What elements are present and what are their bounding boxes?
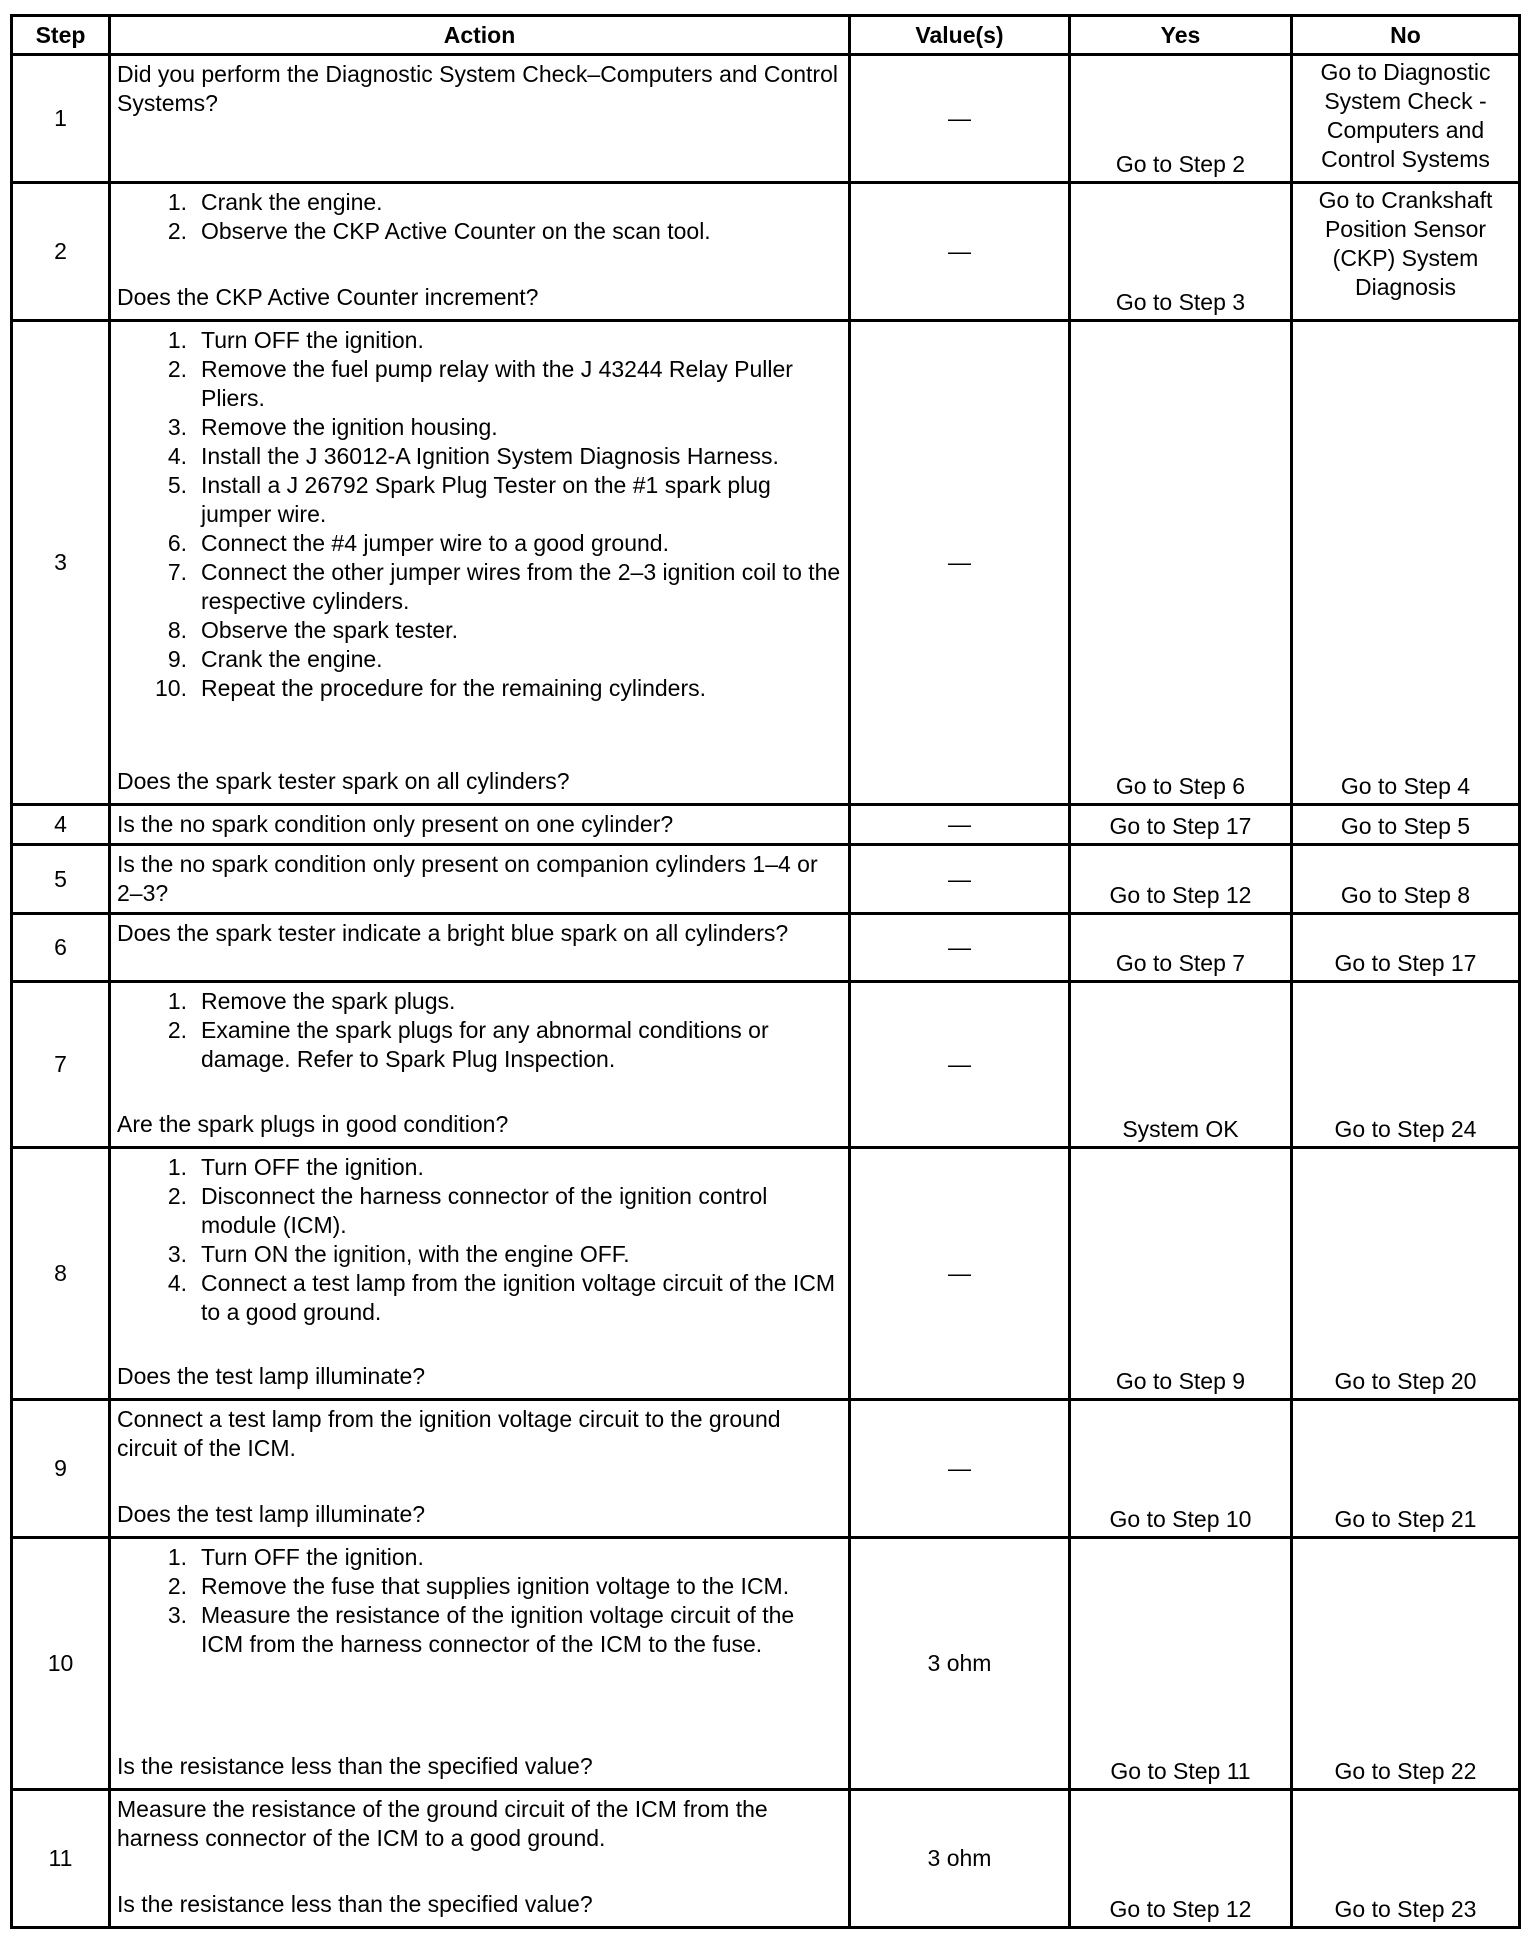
step-text: Crank the engine. bbox=[201, 646, 383, 672]
no-cell: Go to Step 5 bbox=[1292, 805, 1520, 845]
step-number: 2. bbox=[167, 1017, 187, 1043]
header-values: Value(s) bbox=[850, 16, 1070, 55]
list-item bbox=[117, 442, 842, 471]
yes-cell: Go to Step 7 bbox=[1070, 914, 1292, 982]
value-cell: — bbox=[850, 1148, 1070, 1400]
yes-cell: Go to Step 10 bbox=[1070, 1400, 1292, 1538]
action-cell bbox=[110, 914, 850, 982]
step-number: 6. bbox=[167, 530, 187, 556]
step-text: Turn OFF the ignition. bbox=[201, 327, 424, 353]
action-question: Does the test lamp illuminate? bbox=[117, 1363, 426, 1389]
list-item bbox=[117, 413, 842, 442]
action-cell bbox=[110, 1148, 850, 1400]
step-number: 4. bbox=[167, 443, 187, 469]
table-row bbox=[12, 805, 1520, 845]
step-text: Examine the spark plugs for any abnormal conditions or damage. Refer to Spark Plug Inspection. bbox=[201, 1017, 769, 1072]
step-number: 2. bbox=[167, 356, 187, 382]
list-item bbox=[117, 529, 842, 558]
step-number: 9. bbox=[167, 646, 187, 672]
step-text: Remove the spark plugs. bbox=[201, 988, 456, 1014]
action-question: Are the spark plugs in good condition? bbox=[117, 1111, 509, 1137]
no-cell: Go to Step 20 bbox=[1292, 1148, 1520, 1400]
yes-cell: Go to Step 17 bbox=[1070, 805, 1292, 845]
step-cell: 7 bbox=[12, 982, 110, 1148]
header-row bbox=[12, 16, 1520, 55]
step-number: 2. bbox=[167, 1573, 187, 1599]
list-item bbox=[117, 645, 842, 674]
step-number: 3. bbox=[167, 414, 187, 440]
value-cell: — bbox=[850, 914, 1070, 982]
step-text: Install a J 26792 Spark Plug Tester on the #1 spark plug jumper wire. bbox=[201, 472, 771, 527]
list-item bbox=[117, 355, 842, 413]
step-text: Connect a test lamp from the ignition voltage circuit of the ICM to a good ground. bbox=[201, 1270, 836, 1325]
action-intro: Does the spark tester indicate a bright blue spark on all cylinders? bbox=[117, 920, 789, 946]
step-text: Remove the fuse that supplies ignition voltage to the ICM. bbox=[201, 1573, 790, 1599]
header-yes: Yes bbox=[1070, 16, 1292, 55]
step-text: Observe the spark tester. bbox=[201, 617, 458, 643]
step-number: 3. bbox=[167, 1241, 187, 1267]
value-cell: — bbox=[850, 55, 1070, 183]
yes-cell: System OK bbox=[1070, 982, 1292, 1148]
no-cell: Go to Crankshaft Position Sensor (CKP) System Diagnosis bbox=[1292, 183, 1520, 321]
action-cell bbox=[110, 1790, 850, 1928]
step-number: 8. bbox=[167, 617, 187, 643]
list-item bbox=[117, 1572, 842, 1601]
step-number: 1. bbox=[167, 988, 187, 1014]
diagnostic-table bbox=[10, 14, 1521, 1929]
step-number: 1. bbox=[167, 1544, 187, 1570]
yes-cell: Go to Step 11 bbox=[1070, 1538, 1292, 1790]
list-item bbox=[117, 217, 842, 246]
step-text: Connect the other jumper wires from the 2–3 ignition coil to the respective cylinders. bbox=[201, 559, 841, 614]
list-item bbox=[117, 1543, 842, 1572]
action-question: Does the test lamp illuminate? bbox=[117, 1501, 426, 1527]
step-number: 1. bbox=[167, 189, 187, 215]
value-cell: — bbox=[850, 321, 1070, 805]
no-cell: Go to Step 8 bbox=[1292, 845, 1520, 914]
list-item bbox=[117, 471, 842, 529]
yes-cell: Go to Step 12 bbox=[1070, 845, 1292, 914]
table-row bbox=[12, 1538, 1520, 1790]
yes-cell: Go to Step 3 bbox=[1070, 183, 1292, 321]
action-cell bbox=[110, 845, 850, 914]
yes-cell: Go to Step 2 bbox=[1070, 55, 1292, 183]
action-cell bbox=[110, 805, 850, 845]
step-number: 7. bbox=[167, 559, 187, 585]
step-cell: 5 bbox=[12, 845, 110, 914]
step-text: Remove the ignition housing. bbox=[201, 414, 498, 440]
value-cell: — bbox=[850, 845, 1070, 914]
value-cell: — bbox=[850, 805, 1070, 845]
step-cell: 11 bbox=[12, 1790, 110, 1928]
action-cell bbox=[110, 321, 850, 805]
no-cell: Go to Step 22 bbox=[1292, 1538, 1520, 1790]
no-cell: Go to Step 23 bbox=[1292, 1790, 1520, 1928]
action-steps bbox=[117, 188, 842, 246]
step-text: Remove the fuel pump relay with the J 43244 Relay Puller Pliers. bbox=[201, 356, 793, 411]
action-question: Does the CKP Active Counter increment? bbox=[117, 284, 539, 310]
action-intro: Connect a test lamp from the ignition voltage circuit to the ground circuit of the ICM. bbox=[117, 1406, 781, 1461]
step-text: Crank the engine. bbox=[201, 189, 383, 215]
table-row bbox=[12, 321, 1520, 805]
no-cell: Go to Step 21 bbox=[1292, 1400, 1520, 1538]
step-cell: 2 bbox=[12, 183, 110, 321]
table-row bbox=[12, 1148, 1520, 1400]
action-question: Is the resistance less than the specified value? bbox=[117, 1891, 593, 1917]
step-text: Turn OFF the ignition. bbox=[201, 1154, 424, 1180]
value-cell: — bbox=[850, 982, 1070, 1148]
list-item bbox=[117, 616, 842, 645]
table-row bbox=[12, 914, 1520, 982]
step-text: Install the J 36012-A Ignition System Diagnosis Harness. bbox=[201, 443, 779, 469]
no-cell: Go to Step 24 bbox=[1292, 982, 1520, 1148]
step-number: 2. bbox=[167, 1183, 187, 1209]
list-item bbox=[117, 1182, 842, 1240]
list-item bbox=[117, 558, 842, 616]
action-steps bbox=[117, 1543, 842, 1659]
action-cell bbox=[110, 982, 850, 1148]
value-cell: 3 ohm bbox=[850, 1790, 1070, 1928]
step-number: 2. bbox=[167, 218, 187, 244]
step-number: 5. bbox=[167, 472, 187, 498]
list-item bbox=[117, 326, 842, 355]
table-row bbox=[12, 1400, 1520, 1538]
value-cell: — bbox=[850, 1400, 1070, 1538]
yes-cell: Go to Step 12 bbox=[1070, 1790, 1292, 1928]
yes-cell: Go to Step 6 bbox=[1070, 321, 1292, 805]
action-cell bbox=[110, 183, 850, 321]
step-cell: 9 bbox=[12, 1400, 110, 1538]
table-row bbox=[12, 982, 1520, 1148]
list-item bbox=[117, 1016, 842, 1074]
step-text: Repeat the procedure for the remaining cylinders. bbox=[201, 675, 707, 701]
list-item bbox=[117, 1153, 842, 1182]
list-item bbox=[117, 1601, 842, 1659]
step-text: Turn ON the ignition, with the engine OFF. bbox=[201, 1241, 630, 1267]
action-cell bbox=[110, 1538, 850, 1790]
action-intro: Measure the resistance of the ground circuit of the ICM from the harness connector of the ICM to a good ground. bbox=[117, 1796, 768, 1851]
no-cell: Go to Diagnostic System Check - Computers and Control Systems bbox=[1292, 55, 1520, 183]
no-cell: Go to Step 4 bbox=[1292, 321, 1520, 805]
step-text: Measure the resistance of the ignition voltage circuit of the ICM from the harness connector of the ICM to the fuse. bbox=[201, 1602, 795, 1657]
step-number: 3. bbox=[167, 1602, 187, 1628]
list-item bbox=[117, 1269, 842, 1327]
action-intro: Is the no spark condition only present on companion cylinders 1–4 or 2–3? bbox=[117, 851, 818, 906]
table-row bbox=[12, 845, 1520, 914]
step-number: 1. bbox=[167, 1154, 187, 1180]
action-steps bbox=[117, 987, 842, 1074]
table-row bbox=[12, 183, 1520, 321]
yes-cell: Go to Step 9 bbox=[1070, 1148, 1292, 1400]
header-no: No bbox=[1292, 16, 1520, 55]
action-question: Does the spark tester spark on all cylinders? bbox=[117, 768, 570, 794]
list-item bbox=[117, 1240, 842, 1269]
list-item bbox=[117, 674, 842, 703]
action-steps bbox=[117, 326, 842, 703]
step-cell: 4 bbox=[12, 805, 110, 845]
list-item bbox=[117, 188, 842, 217]
action-steps bbox=[117, 1153, 842, 1327]
step-cell: 3 bbox=[12, 321, 110, 805]
value-cell: — bbox=[850, 183, 1070, 321]
step-number: 1. bbox=[167, 327, 187, 353]
step-text: Turn OFF the ignition. bbox=[201, 1544, 424, 1570]
step-text: Disconnect the harness connector of the ignition control module (ICM). bbox=[201, 1183, 768, 1238]
step-cell: 10 bbox=[12, 1538, 110, 1790]
list-item bbox=[117, 987, 842, 1016]
step-number: 10. bbox=[155, 675, 187, 701]
action-question: Is the resistance less than the specified value? bbox=[117, 1753, 593, 1779]
step-text: Connect the #4 jumper wire to a good ground. bbox=[201, 530, 669, 556]
step-cell: 8 bbox=[12, 1148, 110, 1400]
no-cell: Go to Step 17 bbox=[1292, 914, 1520, 982]
header-action: Action bbox=[110, 16, 850, 55]
action-cell bbox=[110, 55, 850, 183]
value-cell: 3 ohm bbox=[850, 1538, 1070, 1790]
action-cell bbox=[110, 1400, 850, 1538]
step-text: Observe the CKP Active Counter on the scan tool. bbox=[201, 218, 711, 244]
action-intro: Did you perform the Diagnostic System Check–Computers and Control Systems? bbox=[117, 61, 838, 116]
step-number: 4. bbox=[167, 1270, 187, 1296]
action-intro: Is the no spark condition only present on one cylinder? bbox=[117, 811, 674, 837]
step-cell: 6 bbox=[12, 914, 110, 982]
table-row bbox=[12, 55, 1520, 183]
step-cell: 1 bbox=[12, 55, 110, 183]
table-row bbox=[12, 1790, 1520, 1928]
header-step: Step bbox=[12, 16, 110, 55]
